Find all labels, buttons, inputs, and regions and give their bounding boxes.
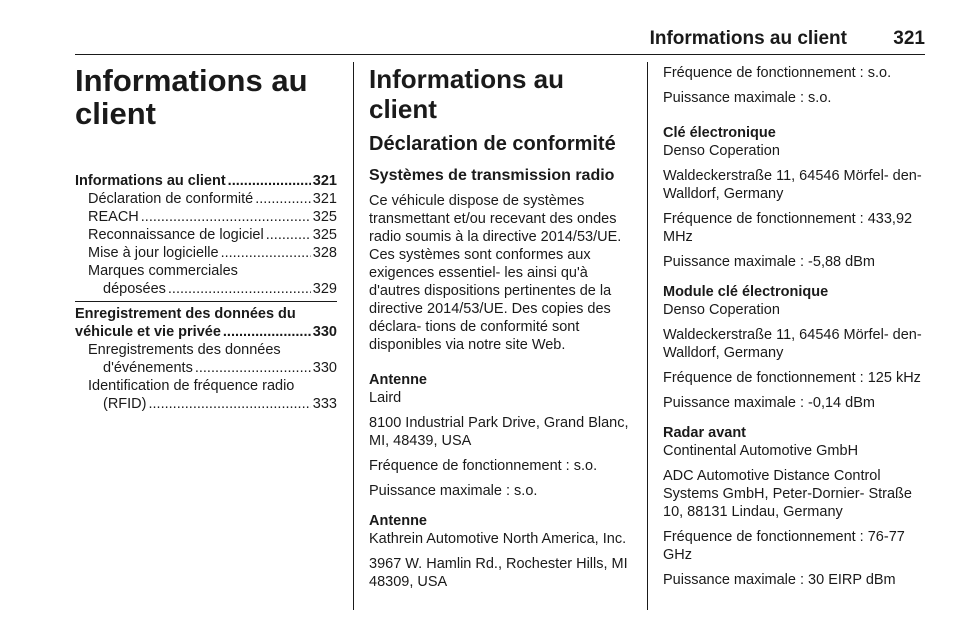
chapter-title: Informations au client bbox=[75, 63, 308, 131]
column-divider-right bbox=[647, 62, 648, 610]
column-divider-left bbox=[353, 62, 354, 610]
toc-separator bbox=[75, 301, 337, 302]
toc-item-rfid[interactable]: Identification de fréquence radio (RFID) ..... 333 bbox=[75, 377, 337, 413]
cle-electronique-block: Clé électronique Denso Coperation Waldeckerstraße 11, 64546 Mörfel- den-Walldorf, Germany Fréquence de fonctionnement : 433,92 MHz Puissance maximale : -5,88 dBm bbox=[663, 125, 922, 270]
section-subtitle: Déclaration de conformité bbox=[369, 133, 616, 155]
antenne-laird-block: Antenne Laird 8100 Industrial Park Drive, Grand Blanc, MI, 48439, USA Fréquence de fonctionnement : s.o. Puissance maximale : s.o. bbox=[369, 372, 629, 499]
toc-item-reconnaissance[interactable]: Reconnaissance de logiciel ..... 325 bbox=[75, 226, 337, 244]
antenne-kathrein-block: Antenne Kathrein Automotive North America, Inc. 3967 W. Hamlin Rd., Rochester Hills, MI 48309, USA bbox=[369, 513, 628, 590]
main-column bbox=[369, 64, 633, 598]
radar-avant-block: Radar avant Continental Automotive GmbH ADC Automotive Distance Control Systems GmbH, Peter-Dornier- Straße 10, 88131 Lindau, Germany Fréquence de fonctionnement : 76-77 GHz Puissance maximale : 30 EIRP dBm bbox=[663, 425, 912, 588]
intro-paragraph: Ce véhicule dispose de systèmes transmettant et/ou recevant des ondes radio soumis à la directive 2014/53/UE. Ces systèmes sont conformes aux exigences essentiel- les ainsi qu'à d'autres dispositions pertinentes de la directive 2014/53/UE. Des copies des déclara- tions de conformité sont disponibles via notre site Web. bbox=[369, 193, 622, 353]
toc-item-evenements[interactable]: Enregistrements des données d'événements ..... 330 bbox=[75, 341, 337, 377]
section-title: Informations au client bbox=[369, 64, 565, 124]
module-cle-block: Module clé électronique Denso Coperation Waldeckerstraße 11, 64546 Mörfel- den-Walldorf, Germany Fréquence de fonctionnement : 125 kHz Puissance maximale : -0,14 dBm bbox=[663, 284, 922, 411]
page-number: 321 bbox=[893, 28, 925, 49]
toc-item-mise-a-jour[interactable]: Mise à jour logicielle ..... 328 bbox=[75, 244, 337, 262]
right-column: Fréquence de fonctionnement : s.o. Puissance maximale : s.o. Clé électronique Denso Coperation Waldeckerstraße 11, 64546 Mörfel- den-Walldorf, Germany Fréquence de fonctionnement : 433,92 MHz Puissance maximale : -5,88 dBm Module clé électronique Denso Coperation Waldeckerstraße 11, 64546 Mörfel- den-Walldorf, Germany Fréquence de fonctionnement : 125 kHz Puissance maximale : -0,14 dBm Radar avant Continental Automotive GmbH ADC Automotive Distance Control Systems GmbH, Peter-Dornier- Straße 10, 88131 Lindau, Germany Fréquence de fonctionnement : 76-77 GHz Puissance maximale : 30 EIRP dBm bbox=[663, 64, 925, 596]
toc-item-informations[interactable]: Informations au client ..... 321 bbox=[75, 172, 337, 190]
subsection-title: Systèmes de transmission radio bbox=[369, 167, 615, 184]
toc-item-declaration[interactable]: Déclaration de conformité ..... 321 bbox=[75, 190, 337, 208]
toc-item-reach[interactable]: REACH ..... 325 bbox=[75, 208, 337, 226]
page-header bbox=[75, 26, 925, 55]
toc-item-enregistrement[interactable]: Enregistrement des données du véhicule et vie privée ..... 330 bbox=[75, 305, 337, 341]
chapter-toc bbox=[75, 64, 337, 413]
toc-item-marques[interactable]: Marques commerciales déposées ..... 329 bbox=[75, 262, 337, 298]
header-title: Informations au client bbox=[649, 28, 847, 49]
